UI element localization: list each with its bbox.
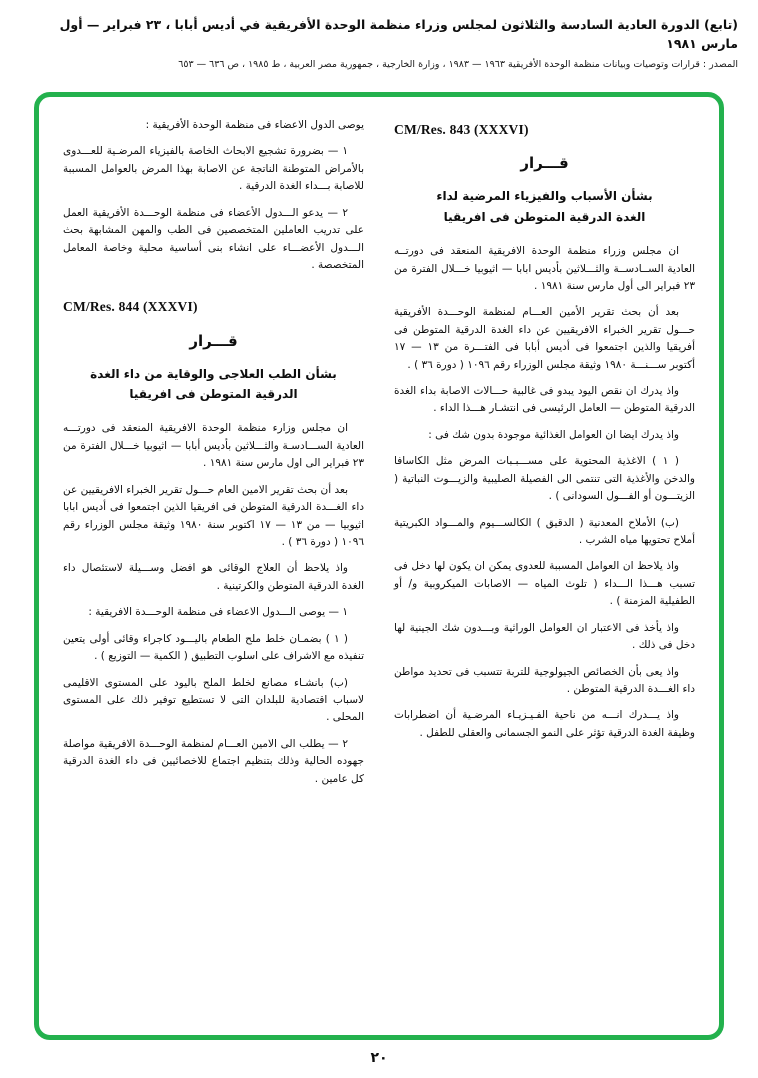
subtitle-line-2: الدرقية المتوطن فى افريقيا xyxy=(129,387,298,402)
two-column-layout xyxy=(63,117,695,1015)
paragraph: ( ١ ) بضمـان خلط ملح الطعام باليـــود كاجراء وقائى أولى يتعين تنفيذه مع الاشراف على اسلوب التطبيق ( الكمية — التوزيع ) . xyxy=(63,632,364,663)
paragraph: (ب) بانشـاء مصانع لخلط الملح باليود على المستوى الاقليمى لاسباب اقتصادية للبلدان التى لا تستطيع توفير ذلك على المستوى المحلى . xyxy=(63,676,364,724)
paragraph: ان مجلس وزراء منظمة الوحدة الافريقية المنعقد فى دورتــه العادية الســادســة والثـــلاثين بأديس ابابا — اثيوبيا خـــلال الفترة من ٢٣ فبراير الى أول مارس سنة ١٩٨١ . xyxy=(394,245,695,292)
paragraph: واذ يدرك ان نقص اليود يبدو فى غالبية حـــالات الاصابة بداء الغدة الدرقية المتوطن — العامل الرئيسى فى انتشـار هـــذا الداء . xyxy=(394,385,695,415)
paragraph: واذ يدرك ايضا ان العوامل الغذائية موجودة بدون شك فى : xyxy=(428,428,679,441)
paragraph: بعد أن بحث تقرير الأمين العـــام لمنظمة الوحـــدة الأفريقية حـــول تقرير الخبراء الافريقيين عن داء الغدة الدرقية المتوطن فى أفريقيا والذين اجتمعوا فى أديس أبابا فى الفتـــرة من ١٣ — ١٧ أكتوبر ســـنـــة ١٩٨٠ وثيقة مجلس الوزراء رقم ١٠٩٦ ( دورة ٣٦ ) . xyxy=(394,306,695,371)
subtitle-line-2: الغدة الدرقية المتوطن فى افريقيا xyxy=(443,209,646,224)
subtitle-line-1: بشأن الطب العلاجى والوقاية من داء الغدة xyxy=(90,366,337,381)
resolution-number-843: CM/Res. 843 (XXXVI) xyxy=(394,122,529,137)
paragraph: بعد أن بحث تقرير الامين العام حـــول تقرير الخبراء الافريقيين عن داء الغـــدة الدرقية المتوطن فى افريقيا الذين اجتمعوا فى أديس ابابا اثيوبيا — من ١٣ — ١٧ اكتوبر سنة ١٩٨٠ وثيقة مجلس الوزراء رقم ١٠٩٦ ( دورة ٣٦ ) . xyxy=(63,483,364,548)
paragraph: واذ يأخذ فى الاعتبار ان العوامل الوراثية وبـــدون شك الجينية لها دخل فى ذلك . xyxy=(394,621,695,652)
resolution-heading-844: قـــرار xyxy=(189,331,238,350)
paragraph: ٢ — يطلب الى الامين العـــام لمنظمة الوحـــدة الافريقية مواصلة جهوده الحالية وذلك بتنظيم اجتماع للاخصائيين فى داء الغدة الدرقية كل عامين . xyxy=(63,737,364,785)
paragraph: ١ — بضرورة تشجيع الابحاث الخاصة بالفيزياء المرضـية للعـــدوى بالأمراض المتوطنة الناتجة عن الاصابة بهذا المرض بالعوامل المسببة للاصابة بـــداء الغدة الدرقية . xyxy=(63,145,364,193)
page-number: ٢٠ xyxy=(370,1050,388,1066)
paragraph: ( ١ ) الاغذية المحتوية على مســـبـبات المرض مثل الكاسافا والدخن والأغذية التى تنتمى الى الفصيلة الصليبية والزيـــوت النباتية ( الزيتـــون أو الفـــول السودانى ) . xyxy=(394,455,695,503)
paragraph: واذ يلاحظ ان العوامل المسببة للعدوى يمكن ان يكون لها دخل فى تسبب هـــذا الـــداء ( تلوث المياه — الاصابات الميكروبية و/ أو الطفيلية المزمنة ) . xyxy=(394,560,695,608)
paragraph: واذ يلاحظ أن العلاج الوقائى هو افضل وســـيلة لاستئصال داء الغدة الدرقية المتوطن والكرتينية . xyxy=(63,562,364,592)
resolution-heading-843: قـــرار xyxy=(520,154,569,173)
paragraph: (ب) الأملاح المعدنية ( الدقيق ) الكالســـيوم والمـــواد الكبريتية أملاح تحتويها مياه الشرب . xyxy=(394,516,695,546)
paragraph: ان مجلس وزارء منظمة الوحدة الافريقية المنعقد فى دورتـــه العادية الســـادسـة والثـــلاثين بأديس أبابا — اثيوبيا خـــلال الفترة من ٢٣ فبراير الى اول مارس سنة ١٩٨١ . xyxy=(63,422,364,470)
paragraph: واذ يعى بأن الخصائص الجيولوجية للتربة تتسبب فى تحديد مواطن داء الغـــدة الدرقية المتوطن . xyxy=(394,665,695,695)
paragraph: واذ يـــدرك انـــه من ناحية الفـيـزيـاء المرضـية أن اضطرابات وظيفة الغدة الدرقية تؤثر على النمو الجسمانى والعقلى للطفل . xyxy=(394,709,695,739)
paragraph: ٢ — يدعو الـــدول الأعضاء فى منظمة الوحـــدة الأفريقية العمل على تدريب العاملين المتخصصين فى الطب والمهن المشابهة بحث الـــدول الأعضـــاء على انشاء بنى أساسية محلية وخاصة المعامل المتخصصة . xyxy=(63,206,364,271)
column-left-res-843-end-844 xyxy=(63,117,364,1015)
resolution-subtitle-843 xyxy=(394,186,695,227)
session-title-line: (تابع) الدورة العادية السادسة والثلاثون لمجلس وزراء منظمة الوحدة الأفريقية في أديس أبابا ، ٢٣ فبراير — أول مارس ١٩٨١ xyxy=(59,17,738,51)
column-right-res-843 xyxy=(394,117,695,1015)
source-citation-line: المصدر : قرارات وتوصيات وبيانات منظمة الوحدة الأفريقية ١٩٦٣ — ١٩٨٣ ، وزارة الخارجية ، جمهورية مصر العربية ، ط ١٩٨٥ ، ص ٦٣٦ — ٦٥٣ xyxy=(178,58,738,70)
document-header xyxy=(0,0,758,70)
resolution-subtitle-844 xyxy=(63,364,364,405)
paragraph: يوصى الدول الاعضاء فى منظمة الوحدة الأفريقية : xyxy=(145,119,364,131)
content-border-box xyxy=(34,92,724,1040)
resolution-number-844: CM/Res. 844 (XXXVI) xyxy=(63,299,198,315)
subtitle-line-1: بشأن الأسباب والفيزياء المرضية لداء xyxy=(436,189,653,204)
paragraph: ١ — يوصى الـــدول الاعضاء فى منظمة الوحـــدة الافريقية : xyxy=(88,606,348,619)
